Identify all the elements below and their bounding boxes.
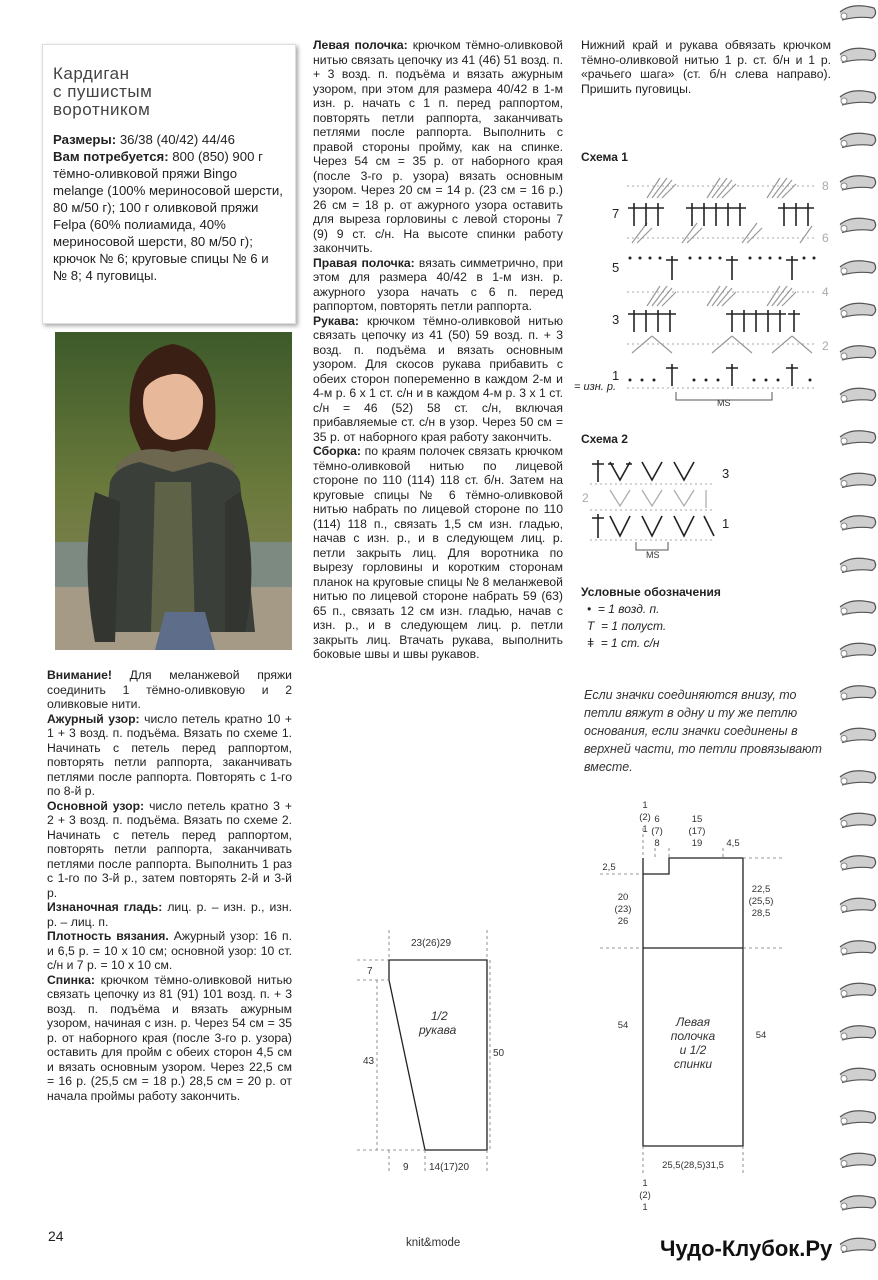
body-right-22c: 28,5 xyxy=(751,908,771,919)
spiral-hole xyxy=(841,523,847,529)
body-top-b2: (7) xyxy=(651,826,663,837)
body-right-22b: (25,5) xyxy=(748,896,774,907)
s1-row-2: 2 xyxy=(822,339,829,353)
col1-paragraph: Изнаночная гладь: лиц. р. – изн. р., изн. р. – лиц. п. xyxy=(47,900,292,929)
dot-icon: • xyxy=(587,602,592,616)
body-top-c1: 15 xyxy=(691,814,703,825)
spiral-hole xyxy=(841,56,847,62)
column-3 xyxy=(581,38,831,96)
spiral-hole xyxy=(841,1161,847,1167)
col1-paragraph: Основной узор: число петель кратно 3 + 2 + 3 возд. п. подъёма. Вязать по схеме 2. Начинать с петель перед раппортом, повторять петли раппорта, заканчивать петлями после раппорта. Выполнить 1 раз с 1-го по 3-й р., затем повторять 2-й и 3-й р. xyxy=(47,798,292,900)
col2-paragraph: Сборка: по краям полочек связать крючком тёмно-оливковой нитью по лицевой стороне по 110 (114) 118 ст. б/н. Затем на круговые спицы № 6 тёмно-оливковой нитью набрать по лицевой стороне по 110 (114) 118 п., связать 1,5 см изн. гладью, начав с изн. р., и в следующем лиц. р. петли закрыть лиц. Для воротника по вырезу горловины и коротким сторонам планок на круговые спицы № 8 меланжевой нитью по лицевой стороне набрать 59 (63) 65 п., связать 12 см изн. гладью, начав с изн. р., и в следующем лиц. р. петли закрыть лиц. Втачать рукава, выполнить боковые швы и швы рукавов. xyxy=(313,444,563,661)
legend-title: Условные обозначения xyxy=(581,585,721,599)
col1-paragraph: Плотность вязания. Ажурный узор: 16 п. и 6,5 р. = 10 х 10 см; основной узор: 10 ст. с/н и 7 р. = 10 х 10 см. xyxy=(47,929,292,972)
spiral-hole xyxy=(841,481,847,487)
s1-izn-label: = изн. р. xyxy=(574,381,617,393)
legend xyxy=(581,584,831,652)
body-top-b3: 8 xyxy=(654,838,660,849)
need-label: Вам потребуется: xyxy=(53,149,169,164)
legend-note: Если значки соединяются внизу, то петли вяжут в одну и ту же петлю основания, если значки соединены в верхней части, то петли провязывают вместе. xyxy=(584,688,822,774)
sleeve-label-1: 1/2 xyxy=(431,1009,448,1023)
sleeve-left-top: 7 xyxy=(367,966,373,977)
body-top-d: 4,5 xyxy=(726,838,740,849)
col2-paragraph: Рукава: крючком тёмно-оливковой нитью связать цепочку из 41 (50) 59 возд. п. + 3 возд. п. подъёма и вязать основным узором. Для скосов рукава прибавить с обеих сторон попеременно в каждом 2-м и 4-м р. 6 х 1 ст. с/н и в каждом 4-м р. 3 х 1 ст. с/н = 46 (52) 58 ст. с/н, включая прибавляемые ст. с/н в узор. Через 50 см = 35 р. от наборного края работу закончить. xyxy=(313,313,563,444)
column-1 xyxy=(47,668,292,1103)
body-label-4: спинки xyxy=(673,1057,713,1071)
spiral-hole xyxy=(841,1033,847,1039)
column-2 xyxy=(313,38,563,662)
col1-paragraph: Внимание! Для меланжевой пряжи соединить 1 тёмно-оливковую и 2 оливковые нити. xyxy=(47,668,292,711)
materials-block xyxy=(53,131,285,284)
spiral-hole xyxy=(841,991,847,997)
spiral-hole xyxy=(841,651,847,657)
s1-row-1: 1 xyxy=(612,368,620,383)
body-top-1: 1 xyxy=(642,800,648,811)
legend-item: • = 1 возд. п. xyxy=(587,602,660,616)
spiral-hole xyxy=(841,566,847,572)
sizes-value: 36/38 (40/42) 44/46 xyxy=(116,132,235,147)
s2-ms: MS xyxy=(646,550,660,560)
spiral-hole xyxy=(841,1203,847,1209)
body-top-3: 1 xyxy=(642,824,648,835)
need-value: 800 (850) 900 г тёмно-оливковой пряжи Bingo melange (100% мериносовой шерсти, 80 м/50 г); 100 г оливковой пряжи Felpa (60% полиамида, 40% мериносовой шерсти, 80 м/50 г); крючок № 6; круговые спицы № 6 и № 8; 4 пуговицы. xyxy=(53,149,283,283)
spiral-hole xyxy=(841,98,847,104)
body-left-54: 54 xyxy=(617,1020,629,1031)
spiral-hole xyxy=(841,736,847,742)
col1-paragraph: Ажурный узор: число петель кратно 10 + 1 + 3 возд. п. подъёма. Вязать по схеме 1. Начинать с петель перед раппортом, повторять петли раппорта, заканчивать петлями после раппорта. Повторять с 1-го по 8-й р. xyxy=(47,711,292,798)
half-stitch-icon: T xyxy=(587,619,595,633)
sleeve-top: 23(26)29 xyxy=(411,938,452,949)
body-label-2: полочка xyxy=(670,1029,716,1043)
s1-row-5: 5 xyxy=(612,260,620,275)
body-bot-2: (2) xyxy=(639,1190,651,1201)
body-left-25: 2,5 xyxy=(602,862,616,873)
sleeve-bottom-left: 9 xyxy=(403,1162,409,1173)
body-label-3: и 1/2 xyxy=(679,1043,707,1057)
model-photo xyxy=(55,332,292,650)
spiral-binding xyxy=(838,0,878,1280)
page-title: Кардиган с пушистым воротником xyxy=(53,64,153,119)
title-card xyxy=(42,44,296,324)
body-label-1: Левая xyxy=(676,1015,710,1029)
page-number: 24 xyxy=(48,1228,64,1244)
spiral-hole xyxy=(841,778,847,784)
spiral-hole xyxy=(841,948,847,954)
col1-paragraph: Спинка: крючком тёмно-оливковой нитью связать цепочку из 81 (91) 101 возд. п. + 3 возд. п. подъёма и вязать ажурным узором, начиная с изн. р. Через 54 см = 35 р. от наборного края (после 3-го р. узора) оставить для пройм с обеих сторон 4,5 см и вязать основным узором. Через 22,5 см = 16 р. (25,5 см = 18 р.) 28,5 см = 20 р. от начала проймы работу закончить. xyxy=(47,972,292,1103)
spiral-hole xyxy=(841,1076,847,1082)
magazine-brand: knit&mode xyxy=(406,1237,461,1249)
spiral-hole xyxy=(841,1246,847,1252)
body-right-54: 54 xyxy=(755,1030,767,1041)
spiral-hole xyxy=(841,863,847,869)
spiral-hole xyxy=(841,13,847,19)
body-left-20b: (23) xyxy=(614,904,632,915)
spiral-hole xyxy=(841,608,847,614)
spiral-hole xyxy=(841,821,847,827)
s1-row-4: 4 xyxy=(822,285,829,299)
spiral-hole xyxy=(841,438,847,444)
sizes-label: Размеры: xyxy=(53,132,117,147)
schema-1-chart xyxy=(572,168,842,410)
legend-item: ǂ = 1 ст. с/н xyxy=(587,636,660,650)
body-pattern xyxy=(595,798,795,1218)
double-crochet-icon: ǂ xyxy=(587,636,595,650)
body-left-20c: 26 xyxy=(617,916,629,927)
club-watermark: Чудо-Клубок.Ру xyxy=(660,1236,833,1261)
schema-1-title: Схема 1 xyxy=(581,150,628,164)
body-left-20a: 20 xyxy=(617,892,629,903)
s2-row-2: 2 xyxy=(582,491,589,505)
s2-row-1: 1 xyxy=(722,516,730,531)
s2-row-3: 3 xyxy=(722,466,730,481)
body-top-c2: (17) xyxy=(688,826,706,837)
sleeve-bottom-right: 14(17)20 xyxy=(429,1162,470,1173)
body-top-2: (2) xyxy=(639,812,651,823)
s1-row-8: 8 xyxy=(822,179,829,193)
s1-row-7: 7 xyxy=(612,206,620,221)
body-right-22a: 22,5 xyxy=(751,884,771,895)
col2-paragraph: Правая полочка: вязать симметрично, при этом для размера 40/42 в 1-м изн. р. ажурного узора начать с 6 п. перед раппортом, повторять петли раппорта. xyxy=(313,255,563,313)
legend-item: T = 1 полуст. xyxy=(587,619,667,633)
body-top-b1: 6 xyxy=(654,814,660,825)
sleeve-pattern xyxy=(355,928,515,1178)
s1-ms: MS xyxy=(717,398,731,408)
sleeve-label-2: рукава xyxy=(419,1023,457,1037)
body-bot-3: 1 xyxy=(642,1202,648,1213)
schema-2-chart xyxy=(580,452,740,562)
body-top-c3: 19 xyxy=(691,838,703,849)
col2-paragraph: Левая полочка: крючком тёмно-оливковой нитью связать цепочку из 41 (46) 51 возд. п. + 3 возд. п. подъёма и вязать ажурным узором, при этом для размера 40/42 в 1-м изн. р. начать с 1 п. перед раппортом, повторять петли раппорта, заканчивать петлями после раппорта. Выполнить с правой стороны пройму, как на спинке. Через 54 см = 35 р. от наборного края (после 3-го р. узора) вязать основным узором. Через 20 см = 14 р. (23 см = 16 р.) 26 см = 18 р. от ажурного узора оставить для выреза горловины с левой стороны 7 (9) 9 ст. с/н. На высоте спинки работу закончить. xyxy=(313,38,563,255)
spiral-hole xyxy=(841,693,847,699)
s1-row-3: 3 xyxy=(612,312,620,327)
s1-row-6: 6 xyxy=(822,231,829,245)
spiral-hole xyxy=(841,1118,847,1124)
spiral-hole xyxy=(841,906,847,912)
sleeve-left: 43 xyxy=(363,1056,375,1067)
body-bottom: 25,5(28,5)31,5 xyxy=(662,1160,724,1171)
spiral-hole xyxy=(841,141,847,147)
sleeve-right: 50 xyxy=(493,1048,505,1059)
body-bot-1: 1 xyxy=(642,1178,648,1189)
schema-2-title: Схема 2 xyxy=(581,432,628,446)
col3-paragraph: Нижний край и рукава обвязать крючком тёмно-оливковой нитью 1 р. ст. б/н и 1 р. «рачьего шага» (ст. б/н слева направо). Пришить пуговицы. xyxy=(581,38,831,96)
